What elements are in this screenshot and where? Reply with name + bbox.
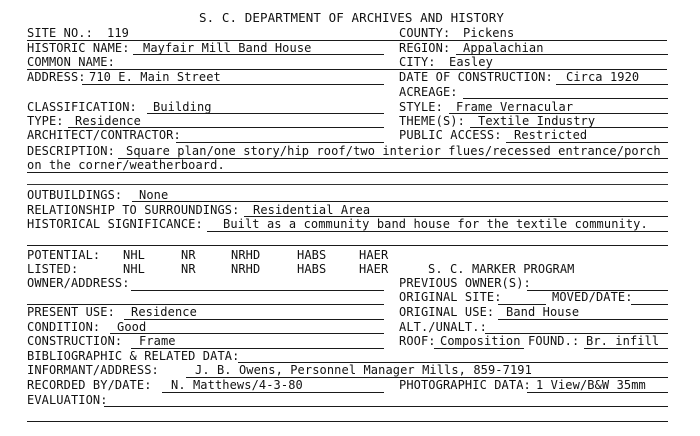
relationship-value: Residential Area (253, 203, 371, 217)
significance-value: Built as a community band house for the textile community. (223, 217, 648, 231)
condition-value: Good (117, 320, 147, 334)
marker-program-heading: S. C. MARKER PROGRAM (428, 262, 575, 276)
evaluation-label: EVALUATION: (27, 393, 108, 407)
site-no-label: SITE NO.: (27, 26, 93, 40)
present-use-value: Residence (131, 305, 197, 319)
classification-label: CLASSIFICATION: (27, 100, 137, 114)
photographic-data-label: PHOTOGRAPHIC DATA: (399, 378, 531, 392)
field-underline (27, 245, 668, 246)
field-underline (498, 319, 668, 320)
field-underline (104, 406, 668, 407)
outbuildings-value: None (139, 188, 169, 202)
potential-option-nrhd: NRHD (231, 248, 261, 262)
condition-label: CONDITION: (27, 320, 101, 334)
field-underline (147, 113, 384, 114)
field-underline (176, 142, 384, 143)
field-underline (27, 421, 668, 422)
potential-option-haer: HAER (359, 248, 389, 262)
significance-label: HISTORICAL SIGNIFICANCE: (27, 217, 203, 231)
outbuildings-label: OUTBUILDINGS: (27, 188, 123, 202)
themes-label: THEME(S): (399, 114, 465, 128)
field-underline (506, 142, 668, 143)
present-use-label: PRESENT USE: (27, 305, 115, 319)
date-of-construction-label: DATE OF CONSTRUCTION: (399, 70, 553, 84)
alt-unalt-label: ALT./UNALT.: (399, 320, 487, 334)
construction-value: Frame (139, 334, 176, 348)
field-underline (132, 201, 668, 202)
listed-label: LISTED: (27, 262, 79, 276)
foundation-label: FOUND.: (528, 334, 580, 348)
historic-name-label: HISTORIC NAME: (27, 41, 130, 55)
field-underline (527, 392, 668, 393)
county-label: COUNTY: (399, 26, 451, 40)
listed-option-nrhd: NRHD (231, 262, 261, 276)
original-use-label: ORIGINAL USE: (399, 305, 495, 319)
previous-owners-label: PREVIOUS OWNER(S): (399, 276, 531, 290)
public-access-value: Restricted (514, 128, 588, 142)
recorded-by-value: N. Matthews/4-3-80 (171, 378, 303, 392)
relationship-label: RELATIONSHIP TO SURROUNDINGS: (27, 203, 240, 217)
potential-option-nhl: NHL (123, 248, 145, 262)
historic-name-value: Mayfair Mill Band House (143, 41, 312, 55)
field-underline (124, 319, 384, 320)
address-value: 710 E. Main Street (89, 70, 221, 84)
informant-label: INFORMANT/ADDRESS: (27, 363, 159, 377)
listed-option-nr: NR (181, 262, 196, 276)
field-underline (556, 84, 668, 85)
style-value: Frame Vernacular (456, 100, 574, 114)
recorded-by-label: RECORDED BY/DATE: (27, 378, 152, 392)
moved-date-label: MOVED/DATE: (552, 290, 633, 304)
region-value: Appalachian (463, 41, 544, 55)
public-access-label: PUBLIC ACCESS: (399, 128, 502, 142)
potential-option-nr: NR (181, 248, 196, 262)
classification-value: Building (153, 100, 212, 114)
original-site-label: ORIGINAL SITE: (399, 290, 502, 304)
site-no-value: 119 (107, 26, 129, 40)
original-use-value: Band House (506, 305, 580, 319)
potential-label: POTENTIAL: (27, 248, 101, 262)
construction-label: CONSTRUCTION: (27, 334, 123, 348)
architect-label: ARCHITECT/CONTRACTOR: (27, 128, 181, 142)
roof-value: Composition (440, 334, 521, 348)
field-underline (162, 392, 384, 393)
bibliographic-label: BIBLIOGRAPHIC & RELATED DATA: (27, 349, 240, 363)
type-value: Residence (75, 114, 141, 128)
field-underline (434, 348, 524, 349)
field-underline (631, 304, 668, 305)
owner-address-label: OWNER/ADDRESS: (27, 276, 130, 290)
themes-value: Textile Industry (478, 114, 596, 128)
date-of-construction-value: Circa 1920 (566, 70, 640, 84)
section-divider (27, 184, 668, 185)
potential-option-habs: HABS (297, 248, 327, 262)
city-value: Easley (449, 55, 493, 69)
roof-label: ROOF: (399, 334, 436, 348)
type-label: TYPE: (27, 114, 64, 128)
foundation-value: Br. infill (586, 334, 660, 348)
description-line-1: Square plan/one story/hip roof/two interior flues/recessed entrance/porch (126, 144, 661, 158)
field-underline (131, 290, 384, 291)
region-label: REGION: (399, 41, 451, 55)
description-line-2: on the corner/weatherboard. (27, 158, 225, 172)
informant-value: J. B. Owens, Personnel Manager Mills, 859-7191 (195, 363, 532, 377)
photographic-data-value: 1 View/B&W 35mm (536, 378, 646, 392)
style-label: STYLE: (399, 100, 443, 114)
listed-option-habs: HABS (297, 262, 327, 276)
listed-option-haer: HAER (359, 262, 389, 276)
address-label: ADDRESS: (27, 70, 86, 84)
county-value: Pickens (463, 26, 515, 40)
acreage-label: ACREAGE: (399, 85, 458, 99)
listed-option-nhl: NHL (123, 262, 145, 276)
field-underline (584, 348, 668, 349)
field-underline (207, 231, 668, 232)
field-underline (133, 54, 384, 55)
form-title: S. C. DEPARTMENT OF ARCHIVES AND HISTORY (199, 10, 505, 25)
common-name-label: COMMON NAME: (27, 55, 115, 69)
field-underline (463, 98, 668, 99)
field-underline (27, 172, 668, 173)
city-label: CITY: (399, 55, 436, 69)
description-label: DESCRIPTION: (27, 144, 115, 158)
field-underline (82, 84, 384, 85)
